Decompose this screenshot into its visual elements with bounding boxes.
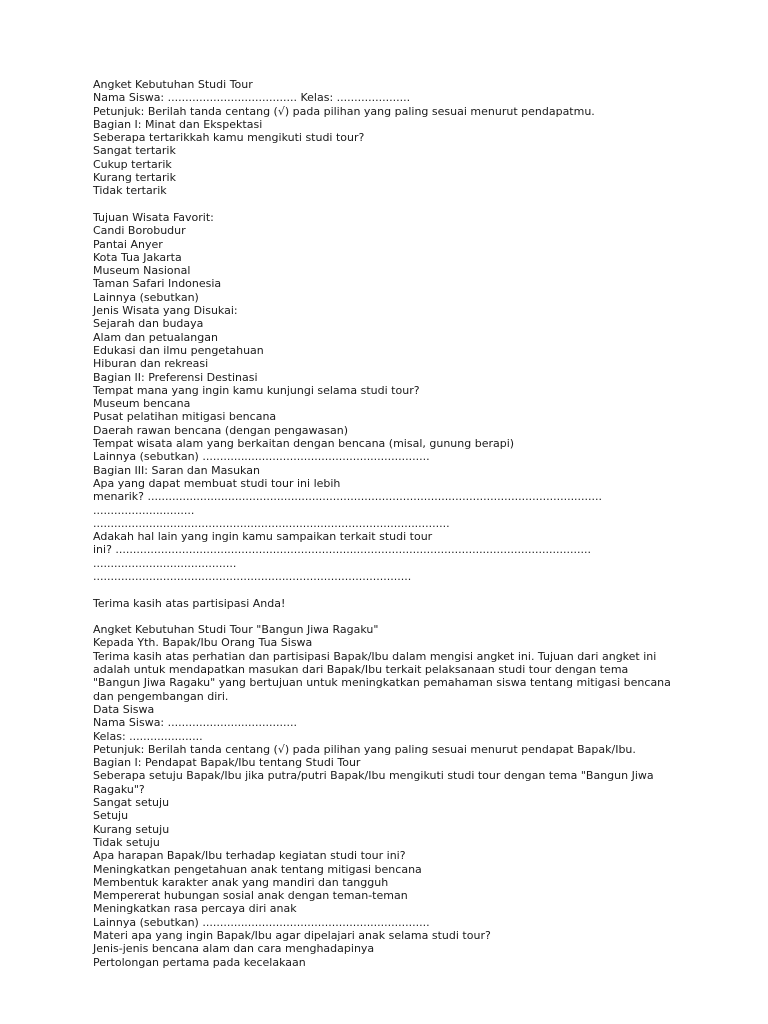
- option-item: Pantai Anyer: [93, 237, 163, 251]
- option-item: Taman Safari Indonesia: [93, 277, 222, 291]
- question: Apa harapan Bapak/Ibu terhadap kegiatan studi tour ini?: [93, 849, 406, 863]
- option-item: Tidak setuju: [93, 835, 160, 849]
- option-item: Pusat pelatihan mitigasi bencana: [93, 410, 277, 424]
- option-item: Alam dan petualangan: [93, 330, 218, 344]
- spacer: [93, 198, 678, 211]
- option-item: Mempererat hubungan sosial anak dengan teman-teman: [93, 889, 408, 903]
- spacer: [93, 610, 678, 623]
- section-heading: Bagian III: Saran dan Masukan: [93, 463, 260, 477]
- option-item: Museum Nasional: [93, 264, 191, 278]
- option-item: Daerah rawan bencana (dengan pengawasan): [93, 423, 349, 437]
- option-item: Lainnya (sebutkan) .................................................................: [93, 915, 430, 929]
- instructions: Petunjuk: Berilah tanda centang (√) pada pilihan yang paling sesuai menurut pendapatmu.: [93, 104, 595, 118]
- option-item: Cukup tertarik: [93, 157, 172, 171]
- question: Seberapa tertarikkah kamu mengikuti studi tour?: [93, 131, 365, 145]
- option-item: Jenis-jenis bencana alam dan cara menghadapinya: [93, 942, 375, 956]
- answer-dotted-line: ini? ........................................................................................................................................ .........................................: [93, 543, 591, 570]
- section-heading: Bagian I: Minat dan Ekspektasi: [93, 117, 263, 131]
- option-item: Kota Tua Jakarta: [93, 250, 182, 264]
- section-heading: Data Siswa: [93, 702, 155, 716]
- option-item: Museum bencana: [93, 397, 191, 411]
- question: Tempat mana yang ingin kamu kunjungi selama studi tour?: [93, 383, 420, 397]
- section-heading: Bagian II: Preferensi Destinasi: [93, 370, 258, 384]
- answer-dotted-line: ......................................................................................................: [93, 516, 450, 530]
- option-item: Lainnya (sebutkan) .................................................................: [93, 450, 430, 464]
- answer-dotted-line: menarik? .................................................................................................................................. .............................: [93, 490, 603, 517]
- closing-text: Terima kasih atas partisipasi Anda!: [93, 596, 286, 610]
- question: Adakah hal lain yang ingin kamu sampaikan terkait studi tour: [93, 530, 433, 544]
- option-item: Lainnya (sebutkan): [93, 290, 199, 304]
- option-item: Setuju: [93, 809, 129, 823]
- option-item: Candi Borobudur: [93, 224, 186, 238]
- option-item: Meningkatkan rasa percaya diri anak: [93, 902, 297, 916]
- doc-title: Angket Kebutuhan Studi Tour: [93, 78, 253, 91]
- option-item: Hiburan dan rekreasi: [93, 357, 209, 371]
- question: Tujuan Wisata Favorit:: [93, 210, 214, 224]
- option-item: Meningkatkan pengetahuan anak tentang mitigasi bencana: [93, 862, 422, 876]
- student-name-field: Nama Siswa: .....................................: [93, 716, 298, 730]
- question: Seberapa setuju Bapak/Ibu jika putra/putri Bapak/Ibu mengikuti studi tour dengan tema "Bangun Jiwa Ragaku"?: [93, 769, 654, 796]
- instructions: Petunjuk: Berilah tanda centang (√) pada pilihan yang paling sesuai menurut pendapat Bapak/Ibu.: [93, 742, 636, 756]
- option-item: Tempat wisata alam yang berkaitan dengan bencana (misal, gunung berapi): [93, 437, 515, 451]
- student-name-class-field: Nama Siswa: ..................................... Kelas: .....................: [93, 91, 411, 105]
- section-heading: Bagian I: Pendapat Bapak/Ibu tentang Studi Tour: [93, 756, 361, 770]
- parent-questionnaire-section: [93, 623, 678, 969]
- option-item: Sejarah dan budaya: [93, 317, 204, 331]
- option-item: Sangat setuju: [93, 796, 170, 810]
- question: Apa yang dapat membuat studi tour ini lebih: [93, 476, 341, 490]
- question: Jenis Wisata yang Disukai:: [93, 304, 238, 318]
- intro-paragraph: Terima kasih atas perhatian dan partisipasi Bapak/Ibu dalam mengisi angket ini. Tujuan dari angket ini adalah untuk mendapatkan masukan dari Bapak/Ibu terkait pelaksanaan studi tour dengan tema "Bangun Jiwa Ragaku" yang bertujuan untuk meningkatkan pemahaman siswa tentang mitigasi bencana dan pengembangan diri.: [93, 649, 671, 703]
- option-item: Tidak tertarik: [93, 184, 167, 198]
- question: Materi apa yang ingin Bapak/Ibu agar dipelajari anak selama studi tour?: [93, 929, 491, 942]
- option-item: Pertolongan pertama pada kecelakaan: [93, 955, 306, 969]
- student-questionnaire-section: [93, 78, 678, 623]
- option-item: Kurang setuju: [93, 822, 170, 836]
- option-item: Membentuk karakter anak yang mandiri dan tangguh: [93, 875, 389, 889]
- answer-dotted-line: ...........................................................................................: [93, 569, 412, 583]
- doc-title: Angket Kebutuhan Studi Tour "Bangun Jiwa Ragaku": [93, 623, 379, 637]
- option-item: Kurang tertarik: [93, 171, 176, 185]
- greeting: Kepada Yth. Bapak/Ibu Orang Tua Siswa: [93, 636, 313, 650]
- class-field: Kelas: .....................: [93, 729, 203, 743]
- option-item: Edukasi dan ilmu pengetahuan: [93, 343, 264, 357]
- option-item: Sangat tertarik: [93, 144, 176, 158]
- spacer: [93, 583, 678, 596]
